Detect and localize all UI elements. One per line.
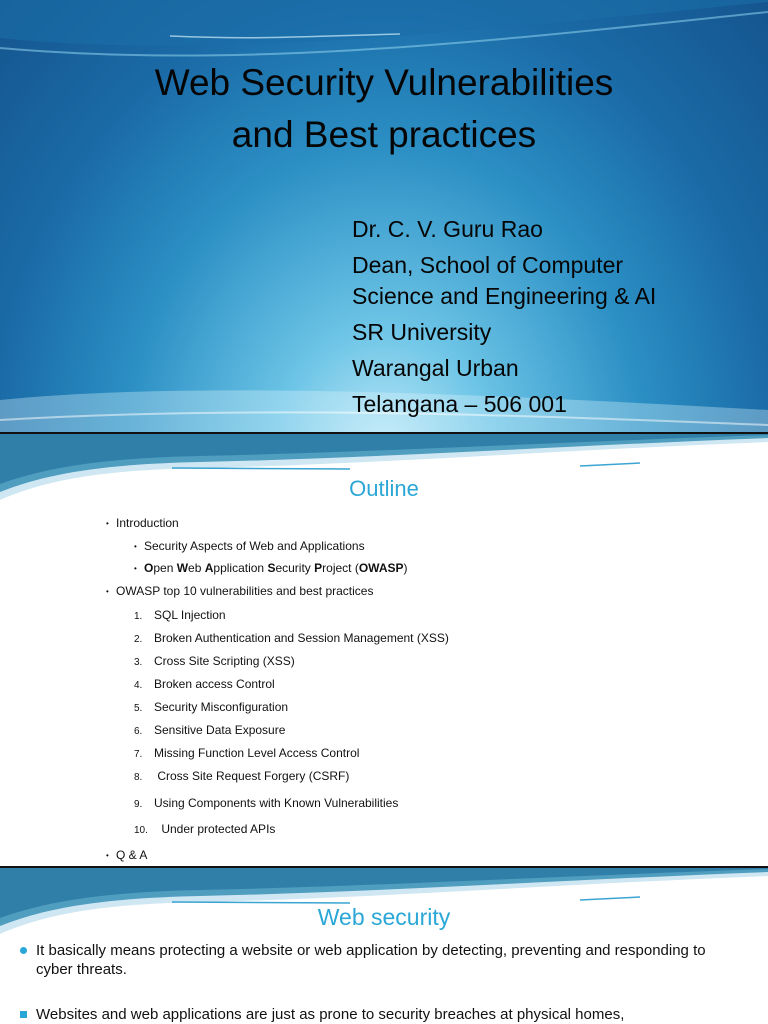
bullet-icon (20, 1011, 27, 1018)
author-role (352, 250, 752, 312)
item-text: SQL Injection (154, 608, 226, 622)
numbered-item (134, 631, 449, 647)
paragraph-text: It basically means protecting a website or web application by detecting, preventing and responding to cyber threats. (36, 942, 706, 978)
owasp-letter: A (204, 561, 214, 575)
outline-list (0, 434, 768, 866)
author-info (352, 214, 752, 425)
item-number: 1. (134, 611, 143, 622)
item-text: Missing Function Level Access Control (154, 746, 360, 760)
bullet-icon: • (134, 542, 137, 551)
owasp-acronym: OWASP (358, 561, 404, 575)
item-number: 8. (134, 772, 143, 783)
item-number: 9. (134, 799, 143, 810)
author-state: Telangana – 506 001 (352, 391, 567, 417)
item-text: Under protected APIs (158, 822, 276, 836)
owasp-letter: O (144, 561, 154, 575)
list-item (106, 848, 147, 863)
item-number: 7. (134, 749, 143, 760)
owasp-word: ) (403, 561, 408, 575)
numbered-item (134, 654, 295, 670)
title-slide (0, 0, 768, 432)
item-number: 3. (134, 657, 143, 668)
bullet-icon: • (134, 564, 137, 573)
item-text: Cross Site Scripting (XSS) (154, 654, 295, 668)
numbered-item (134, 822, 275, 838)
owasp-word: eb (188, 561, 205, 575)
item-number: 5. (134, 703, 143, 714)
author-name: Dr. C. V. Guru Rao (352, 216, 543, 242)
numbered-item (134, 608, 226, 624)
owasp-letter: P (314, 561, 323, 575)
owasp-word: roject ( (322, 561, 359, 575)
numbered-item (134, 769, 349, 785)
outline-slide (0, 434, 768, 866)
item-text: Using Components with Known Vulnerabilities (154, 796, 399, 810)
item-text: Sensitive Data Exposure (154, 723, 286, 737)
list-item-text: Security Aspects of Web and Applications (144, 539, 365, 553)
presentation-title (0, 57, 768, 161)
list-item (106, 516, 179, 531)
item-number: 2. (134, 634, 143, 645)
item-text: Security Misconfiguration (154, 700, 289, 714)
item-text: Cross Site Request Forgery (CSRF) (154, 769, 350, 783)
title-line-2: and Best practices (231, 114, 537, 155)
numbered-item (134, 677, 275, 693)
item-text: Broken access Control (154, 677, 275, 691)
list-item-text (144, 561, 408, 575)
list-item (134, 539, 365, 554)
owasp-letter: S (267, 561, 276, 575)
web-security-slide (0, 868, 768, 1024)
list-item (106, 584, 373, 599)
bullet-icon: • (106, 587, 109, 596)
bullet-icon: • (106, 519, 109, 528)
owasp-letter: W (176, 561, 189, 575)
numbered-item (134, 700, 288, 716)
item-number: 10. (134, 825, 148, 836)
list-item-text: Introduction (116, 516, 179, 530)
numbered-item (134, 723, 285, 739)
paragraph-text: Websites and web applications are just as prone to security breaches at physical homes, (36, 1006, 625, 1023)
owasp-word: ecurity (275, 561, 315, 575)
list-item-text: OWASP top 10 vulnerabilities and best practices (116, 584, 374, 598)
author-role-line-1: Dean, School of Computer (352, 252, 624, 278)
outline-title: Outline (349, 476, 419, 501)
author-city: Warangal Urban (352, 355, 519, 381)
paragraph (36, 941, 736, 979)
owasp-word: pen (153, 561, 177, 575)
owasp-word: pplication (213, 561, 268, 575)
item-text: Broken Authentication and Session Management (XSS) (154, 631, 449, 645)
item-number: 6. (134, 726, 143, 737)
bullet-icon: • (106, 851, 109, 860)
bullet-icon (20, 947, 27, 954)
author-role-line-2: Science and Engineering & AI (352, 283, 657, 309)
list-item (134, 561, 408, 576)
item-number: 4. (134, 680, 143, 691)
paragraph (36, 1005, 736, 1024)
list-item-text: Q & A (116, 848, 148, 862)
numbered-item (134, 796, 398, 812)
numbered-item (134, 746, 359, 762)
author-university: SR University (352, 319, 492, 345)
title-line-1: Web Security Vulnerabilities (154, 62, 614, 103)
web-security-title: Web security (317, 904, 451, 930)
